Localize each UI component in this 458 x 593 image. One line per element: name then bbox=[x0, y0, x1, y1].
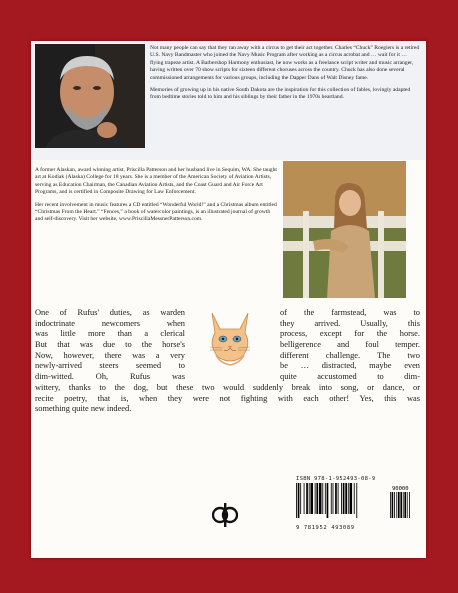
priscilla-bio-paragraph-1: A former Alaskan, award winning artist, Priscilla Patterson and her husband live in Sequim, WA. She taught art at Kodiak (Alaska) College for 18 years. She is a member of the American Society of Aviation Artists, serving as Education Chairman, the Canadian Aviation Artists, and the Coast Guard and Air Force Art Programs, and is certified in Composite Drawing for Law Enforcement. bbox=[35, 167, 277, 196]
back-cover-page bbox=[31, 41, 426, 558]
chuck-bio bbox=[150, 45, 420, 107]
story-line bbox=[35, 372, 420, 383]
story-line-left: Now, however, there was a very bbox=[35, 350, 185, 360]
priscilla-bio bbox=[35, 167, 278, 229]
story-line-left: was little more than a clerical bbox=[35, 329, 185, 339]
story-line-right: process, except for the horse. bbox=[280, 329, 420, 339]
story-line-right: quite accustomed to dim- bbox=[280, 372, 420, 382]
story-line-left: newly-arrived steers seemed to bbox=[35, 361, 185, 371]
priscilla-bio-paragraph-2: Her recent involvement in music features a CD entitled “Wonderful World!” and a Christmas album entitled “Christmas From the Heart.” “Fences,” a book of watercolor paintings, is an illustrated journal of growth and self-discovery. Visit her website, www.PriscillaMessnerPatterson.com. bbox=[35, 201, 277, 223]
story-line: wittery, thanks to the dog, but these two would suddenly break into song, or dance, or bbox=[35, 382, 420, 392]
isbn-barcode bbox=[296, 476, 416, 531]
author-photo bbox=[35, 44, 145, 148]
isbn-number: 9 781952 493089 bbox=[296, 525, 355, 531]
chuck-bio-paragraph-2: Memories of growing up in his native South Dakota are the inspiration for this collection of fables, lovingly adapted from bedtime stories told to him and his siblings by their father in the 1970s heartland. bbox=[150, 87, 411, 101]
story-line-right: of the farmstead, was to bbox=[280, 308, 420, 317]
isbn-label: ISBN 978-1-952493-08-9 bbox=[296, 476, 376, 482]
story-line-right: belligerence and foul temper. bbox=[280, 340, 420, 350]
barcode-addon: 90000 bbox=[392, 486, 409, 492]
story-line: recite poetry, that is, when they were not fighting with each other! Yes, this was bbox=[35, 393, 420, 403]
story-line-right: different challenge. The two bbox=[280, 350, 420, 360]
story-line: something quite new indeed. bbox=[35, 404, 132, 414]
story-line-right: they arrived. Usually, this bbox=[280, 318, 420, 328]
story-line-left: One of Rufus' duties, as warden bbox=[35, 308, 185, 317]
illustrator-photo bbox=[283, 161, 406, 298]
chuck-bio-paragraph-1: Not many people can say that they ran away with a circus to get their act together. Charles “Chuck” Roegiers is a retired U.S. Navy Bandmaster who joined the Navy Music Program after working as a circus acrobat and … wait for it … flying trapeze artist. A Barbershop Harmony enthusiast, he now works as a freelance script writer and music arranger, having written over 70 show scripts for sixteen different choruses across the country. Chuck has also done several commissioned arrangements for various groups, including the Dapper Dans of Walt Disney fame. bbox=[150, 45, 420, 81]
cat-illustration bbox=[190, 305, 271, 369]
barcode-icon bbox=[296, 483, 416, 520]
story-line-left: dim-witted. Oh, Rufus was bbox=[35, 372, 185, 382]
story-line-left: But that was due to the horse's bbox=[35, 340, 185, 350]
story-line-right: be … distracted, maybe even bbox=[280, 361, 420, 371]
story-line-left: indoctrinate newcomers when bbox=[35, 318, 185, 328]
publisher-logo-icon bbox=[212, 502, 238, 528]
